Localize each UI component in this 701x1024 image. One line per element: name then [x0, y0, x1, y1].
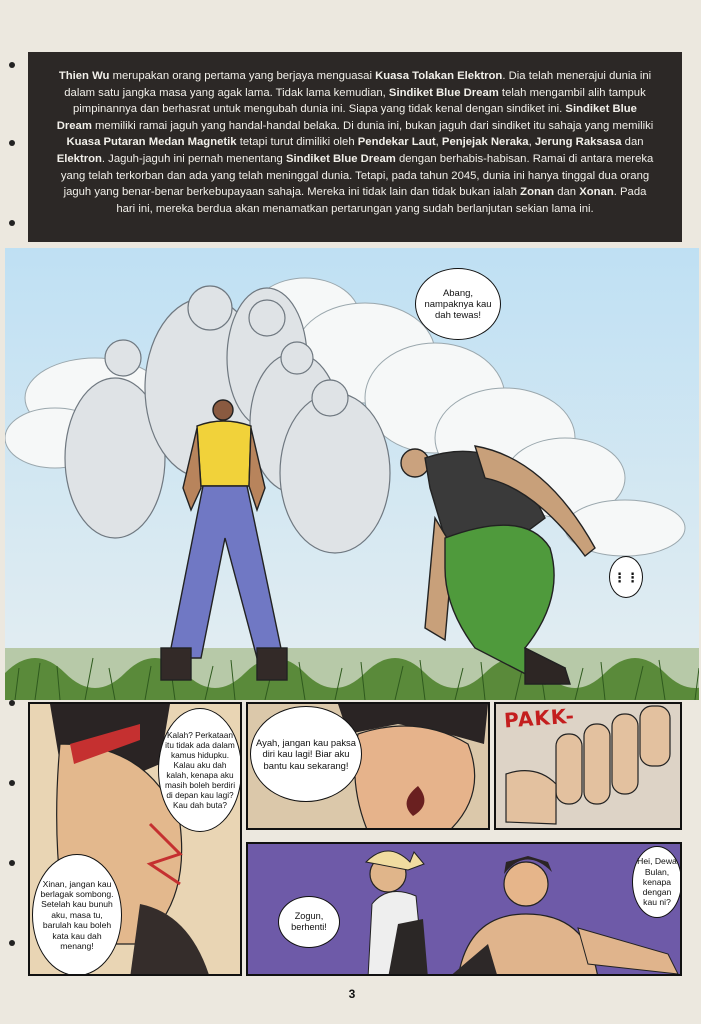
narration-text: , [435, 136, 442, 149]
page-number: 3 [348, 987, 356, 1001]
narration-bold-text: Sindiket Blue Dream [285, 152, 396, 165]
binder-hole [9, 220, 15, 226]
binder-hole [9, 940, 15, 946]
speech-bubble-zogun [278, 896, 340, 948]
speech-text: Kalah? Perkataan itu tidak ada dalam kamus hidupku. Kalau aku dah kalah, kenapa aku masih boleh berdiri di depan kau lagi? Kau dah buta? [164, 730, 236, 810]
narration-text: dan [554, 186, 580, 199]
speech-text: Abang, nampaknya kau dah tewas! [424, 287, 492, 321]
narration-bold-text: Penjejak Neraka [441, 136, 529, 149]
narration-text: merupakan orang pertama yang berjaya menguasai [109, 70, 376, 82]
narration-bold-text: Kuasa Putaran Medan Magnetik [66, 136, 237, 149]
narration-bold-text: Sindiket Blue Dream [56, 103, 637, 132]
narration-text: memiliki ramai jaguh yang handal-handal belaka. Di dunia ini, bukan jaguh dari sindiket itu sahaja yang memiliki [91, 119, 654, 132]
speech-text: Ayah, jangan kau paksa diri kau lagi! Biar aku bantu kau sekarang! [256, 737, 356, 771]
narration-bold-text: Thien Wu [58, 70, 110, 82]
binder-hole [9, 700, 15, 706]
binder-hole [9, 62, 15, 68]
narration-text: dan [621, 136, 644, 149]
narration-bold-text: Kuasa Tolakan Elektron [375, 70, 503, 82]
narration-bold-text: Elektron [56, 152, 102, 165]
narration-text: . Jaguh-jaguh ini pernah menentang [101, 152, 286, 165]
narration-bold-text: Jerung Raksasa [534, 136, 622, 149]
panel-zogun [246, 842, 682, 976]
narration-bold-text: Xonan [579, 186, 614, 199]
speech-text: Hei, Dewa Bulan, kenapa dengan kau ni? [637, 856, 677, 908]
narration-text: tetapi turut dimiliki oleh [236, 136, 358, 149]
main-panel [5, 248, 699, 700]
speech-text: Xinan, jangan kau berlagak sombong. Setelah kau bunuh aku, masa tu, barulah kau boleh kata kau dah menang! [40, 878, 114, 952]
main-panel-art [5, 248, 699, 700]
speech-bubble-dewa [632, 846, 682, 918]
binder-hole [9, 860, 15, 866]
narration-bold-text: Zonan [520, 186, 555, 199]
narration-text: dengan berhabis-habisan. Ramai di antara mereka yang telah terkorban dan ada yang telah meninggal dunia. Tetapi, pada tahun 2045, dunia ini hanya tinggal dua orang jaguh yang benar-benar berkebupayaan sahaja. Mereka ini tidak lain dan tidak bukan ialah [60, 152, 654, 199]
speech-bubble-abang [415, 268, 501, 340]
binder-hole [9, 780, 15, 786]
narration-text: . Dia telah menerajui dunia ini dalam satu jangka masa yang agak lama. Tidak lama kemudian, [64, 70, 652, 99]
narration-text: . Pada hari ini, mereka berdua akan menamatkan pertarungan yang sudah berlanjutan sekian lama ini. [116, 186, 647, 215]
speech-bubble-ayah [250, 706, 362, 802]
speech-bubble-dots [609, 556, 643, 598]
panel-xinan-closeup [28, 702, 242, 976]
narration-bold-text: Sindiket Blue Dream [388, 86, 499, 99]
speech-text: ⋮⋮ [613, 569, 639, 585]
sfx-pakk: PAKK- [503, 703, 576, 733]
narration-bold-text: Pendekar Laut [357, 136, 436, 149]
speech-bubble-kalah [158, 708, 242, 832]
narration-text: , [528, 136, 535, 149]
speech-bubble-xinan [32, 854, 122, 976]
panel-ayah [246, 702, 490, 830]
speech-text: Zogun, berhenti! [291, 911, 327, 932]
binder-hole [9, 140, 15, 146]
narration-text: telah mengambil alih tampuk pimpinannya dan berhasrat untuk mengubah dunia ini. Siapa yang tidak kenal dengan sindiket ini. [73, 86, 646, 116]
panel-fist [494, 702, 682, 830]
narration-box [28, 52, 682, 242]
